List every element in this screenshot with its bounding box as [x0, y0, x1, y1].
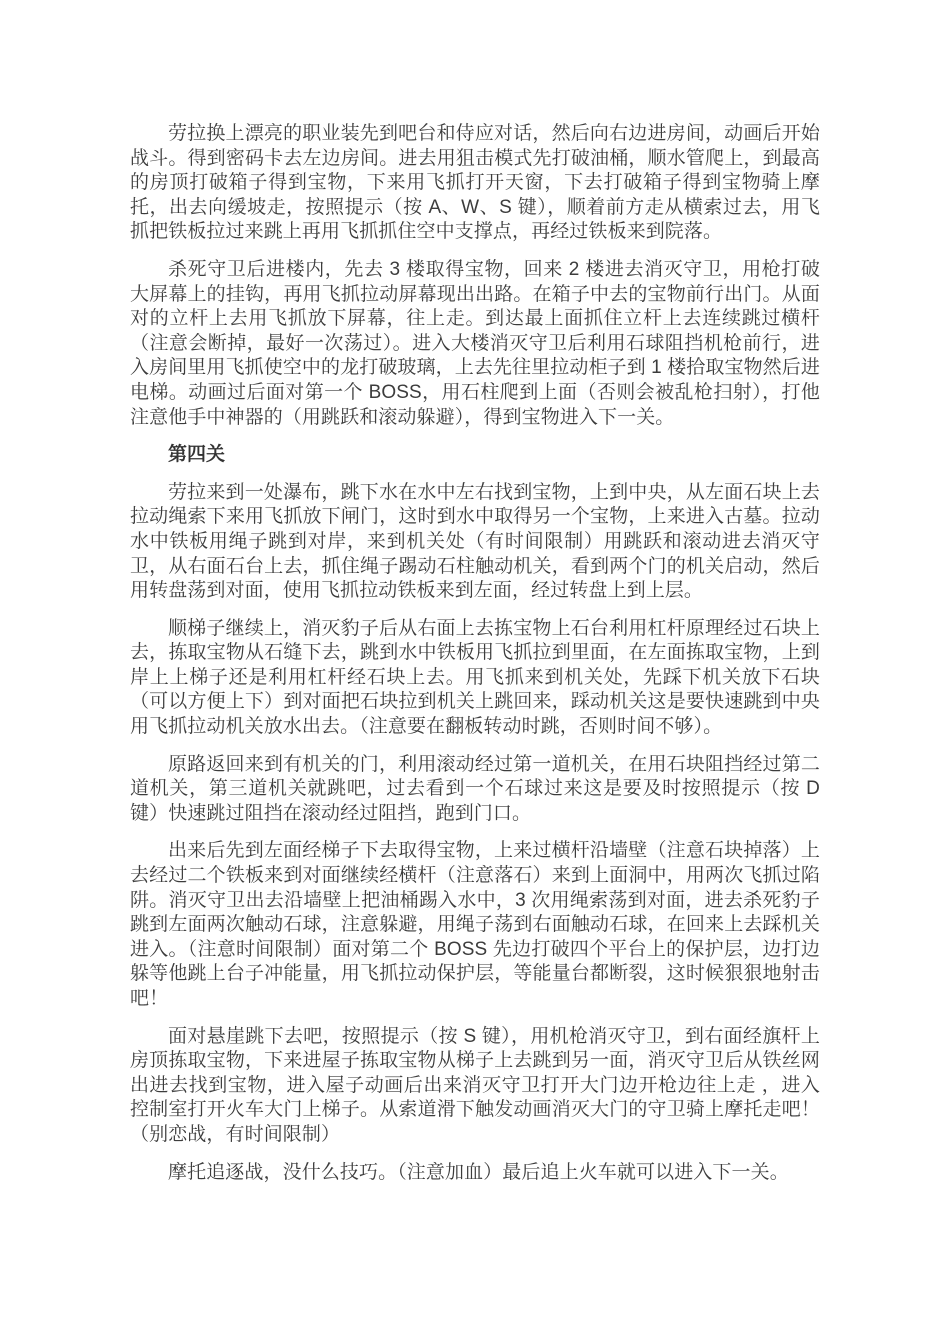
walkthrough-paragraph: 出来后先到左面经梯子下去取得宝物，上来过横杆沿墙壁（注意石块掉落）上去经过二个铁板来到对面继续经横杆（注意落石）来到上面洞中，用两次飞抓过陷阱。消灭守卫出去沿墙壁上把油桶踢入水中，3 次用绳索荡到对面，进去杀死豹子跳到左面两次触动石球，注意躲避，用绳子荡到右面触动石球，在回来上去踩机关进入。（注意时间限制）面对第二个 BOSS 先边打破四个平台上的保护层，边打边躲等他跳上台子冲能量，用飞抓拉动保护层，等能量台都断裂，这时候狠狠地射击吧！: [130, 840, 820, 1009]
walkthrough-paragraph: 顺梯子继续上，消灭豹子后从右面上去拣宝物上石台利用杠杆原理经过石块上去，拣取宝物从石缝下去，跳到水中铁板用飞抓拉到里面，在左面拣取宝物，上到岸上上梯子还是利用杠杆经石块上去。用飞抓来到机关处，先踩下机关放下石块（可以方便上下）到对面把石块拉到机关上跳回来，踩动机关这是要快速跳到中央用飞抓拉动机关放水出去。（注意要在翻板转动时跳，否则时间不够）。: [130, 617, 820, 738]
walkthrough-paragraph: 面对悬崖跳下去吧，按照提示（按 S 键），用机枪消灭守卫，到右面经旗杆上房顶拣取宝物，下来进屋子拣取宝物从梯子上去跳到另一面，消灭守卫后从铁丝网出进去找到宝物，进入屋子动画后出来消灭守卫打开大门边开枪边往上走 ，进入控制室打开火车大门上梯子。从索道滑下触发动画消灭大门的守卫骑上摩托走吧！（别恋战，有时间限制）: [130, 1025, 820, 1145]
walkthrough-paragraph: 劳拉来到一处瀑布，跳下水在水中左右找到宝物，上到中央，从左面石块上去拉动绳索下来用飞抓放下闸门，这时到水中取得另一个宝物，上来进入古墓。拉动水中铁板用绳子跳到对岸，来到机关处（有时间限制）用跳跃和滚动进去消灭守卫，从右面石台上去，抓住绳子踢动石柱触动机关，看到两个门的机关启动，然后用转盘荡到对面，使用飞抓拉动铁板来到左面，经过转盘上到上层。: [130, 481, 820, 602]
walkthrough-paragraph: 原路返回来到有机关的门，利用滚动经过第一道机关，在用石块阻挡经过第二道机关，第三道机关就跳吧，过去看到一个石球过来这是要及时按照提示（按 D 键）快速跳过阻挡在滚动经过阻挡，跑到门口。: [130, 753, 820, 824]
level-4-heading: 第四关: [168, 444, 226, 466]
walkthrough-paragraph: 劳拉换上漂亮的职业装先到吧台和侍应对话，然后向右边进房间，动画后开始战斗。得到密码卡去左边房间。进去用狙击模式先打破油桶，顺水管爬上，到最高的房顶打破箱子得到宝物，下来用飞抓打开天窗，下去打破箱子得到宝物骑上摩托，出去向缓坡走，按照提示（按 A、W、S 键），顺着前方走从横索过去，用飞抓把铁板拉过来跳上再用飞抓抓住空中支撑点，再经过铁板来到院落。: [130, 123, 820, 243]
walkthrough-paragraph: 摩托追逐战，没什么技巧。（注意加血）最后追上火车就可以进入下一关。: [168, 1161, 789, 1183]
walkthrough-paragraph: 杀死守卫后进楼内，先去 3 楼取得宝物，回来 2 楼进去消灭守卫，用枪打破大屏幕上的挂钩，再用飞抓拉动屏幕现出出路。在箱子中去的宝物前行出门。从面对的立杆上去用飞抓放下屏幕，往上走。到达最上面抓住立杆上去连续跳过横杆（注意会断掉，最好一次荡过）。进入大楼消灭守卫后利用石球阻挡机枪前行，进入房间里用飞抓使空中的龙打破玻璃，上去先往里拉动柜子到 1 楼拾取宝物然后进电梯。动画过后面对第一个 BOSS，用石柱爬到上面（否则会被乱枪扫射），打他注意他手中神器的（用跳跃和滚动躲避），得到宝物进入下一关。: [130, 258, 820, 428]
